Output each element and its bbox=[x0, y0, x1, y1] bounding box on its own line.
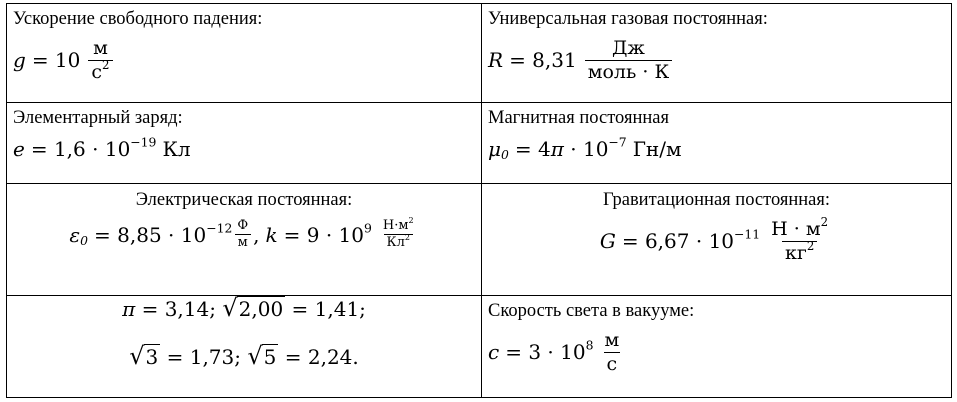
math-constants-line-1 bbox=[7, 296, 481, 322]
cell-magnetic bbox=[482, 103, 952, 184]
gravitational-label: Гравитационная постоянная: bbox=[602, 190, 831, 210]
cell-gas-constant bbox=[482, 4, 952, 103]
light-formula bbox=[482, 330, 951, 375]
gravity-symbol: g bbox=[13, 48, 26, 73]
electric-value: = $8,85 \cdot 10^{-12}$ bbox=[94, 220, 233, 247]
cell-math-constants bbox=[7, 296, 482, 398]
gravity-unit-num: м bbox=[93, 37, 108, 59]
gas-constant-unit-den: моль · К bbox=[585, 60, 672, 83]
magnetic-unit: Гн/м bbox=[632, 137, 682, 161]
gravitational-unit-den: $кг^2$ bbox=[782, 241, 817, 264]
coulomb-k-value: = $9 \cdot 10^9$ bbox=[283, 220, 372, 247]
magnetic-formula bbox=[482, 134, 951, 163]
radical-icon: √ bbox=[247, 342, 263, 370]
gravitational-symbol: G bbox=[599, 229, 616, 254]
light-label: Скорость света в вакууме: bbox=[488, 301, 695, 321]
constants-table bbox=[6, 3, 952, 398]
coulomb-k-unit-fraction bbox=[380, 215, 417, 251]
cell-gravity bbox=[7, 4, 482, 103]
coulomb-k-symbol: k bbox=[265, 222, 278, 247]
gravity-unit-fraction bbox=[88, 38, 112, 83]
math-constants-line-2 bbox=[7, 344, 481, 370]
gravity-label: Ускорение свободного падения: bbox=[13, 9, 263, 29]
gravity-value: = 10 bbox=[31, 48, 81, 73]
sqrt-2-value: = 1,41; bbox=[291, 297, 366, 321]
charge-unit: Кл bbox=[162, 137, 191, 161]
sqrt-5-radical bbox=[247, 344, 278, 368]
sqrt-3-value: = 1,73; bbox=[166, 345, 241, 369]
light-unit-fraction bbox=[601, 330, 622, 375]
electric-symbol: $\varepsilon_0$ bbox=[69, 222, 89, 248]
magnetic-symbol: $\mu_0$ bbox=[488, 137, 509, 163]
gravitational-unit-fraction bbox=[768, 215, 831, 264]
sqrt-5-value: = 2,24. bbox=[284, 345, 359, 369]
sqrt-3-argument: 3 bbox=[145, 345, 159, 369]
charge-symbol: e bbox=[13, 137, 25, 161]
light-symbol: c bbox=[488, 340, 500, 365]
sqrt-3-radical bbox=[129, 344, 160, 368]
charge-label: Элементарный заряд: bbox=[13, 108, 183, 128]
light-unit-num: м bbox=[604, 329, 620, 351]
gravitational-unit-num: $Н \cdot м^2$ bbox=[771, 215, 829, 240]
gravity-formula bbox=[7, 38, 481, 83]
electric-label: Электрическая постоянная: bbox=[135, 190, 353, 210]
sqrt-5-argument: 5 bbox=[263, 345, 277, 369]
pi-value: = 3,14; bbox=[141, 297, 216, 321]
radical-icon: √ bbox=[129, 342, 145, 370]
gravitational-value: = $6,67 \cdot 10^{-11}$ bbox=[621, 227, 761, 254]
magnetic-label: Магнитная постоянная bbox=[488, 108, 669, 128]
coulomb-k-unit-num: $Н\cdot м^2$ bbox=[382, 215, 414, 233]
cell-light bbox=[482, 296, 952, 398]
light-unit-den: с bbox=[604, 352, 621, 375]
gas-constant-formula bbox=[482, 38, 951, 83]
gas-constant-unit-num: Дж bbox=[611, 37, 645, 59]
electric-unit-den: м bbox=[235, 234, 251, 250]
sqrt-2-argument: 2,00 bbox=[238, 297, 284, 321]
charge-value: = $1,6 \cdot 10^{-19}$ bbox=[30, 134, 157, 161]
cell-gravitational bbox=[482, 184, 952, 296]
light-value: = $3 \cdot 10^8$ bbox=[505, 338, 594, 365]
cell-charge bbox=[7, 103, 482, 184]
magnetic-value: = $4\pi \cdot 10^{-7}$ bbox=[514, 134, 627, 161]
gas-constant-label: Универсальная газовая постоянная: bbox=[488, 9, 768, 29]
electric-unit-num: Ф bbox=[237, 218, 249, 233]
gas-constant-symbol: R bbox=[488, 48, 504, 73]
gravity-unit-den: $с^2$ bbox=[88, 60, 112, 83]
electric-formula bbox=[7, 215, 481, 251]
coulomb-k-unit-den: $Кл^2$ bbox=[384, 234, 413, 250]
pi-symbol: π bbox=[122, 297, 136, 321]
gravitational-formula bbox=[482, 215, 951, 264]
radical-icon: √ bbox=[222, 295, 238, 322]
electric-comma: , bbox=[253, 222, 260, 247]
electric-unit-fraction bbox=[234, 219, 251, 251]
sqrt-2-radical bbox=[222, 296, 285, 320]
gas-constant-unit-fraction bbox=[585, 38, 672, 83]
gas-constant-value: = 8,31 bbox=[509, 48, 577, 73]
charge-formula bbox=[7, 134, 481, 161]
cell-electric bbox=[7, 184, 482, 296]
